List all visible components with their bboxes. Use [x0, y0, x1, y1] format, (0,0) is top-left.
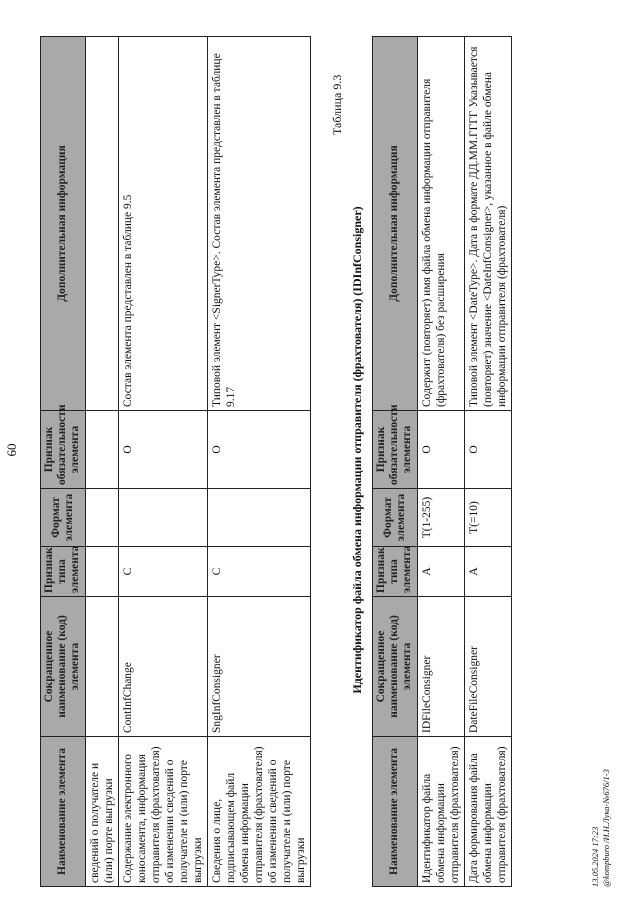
cell-format [118, 489, 207, 547]
table-number-label: Таблица 9.3 [330, 74, 344, 135]
table-header-row [373, 37, 418, 887]
cell-type: С [207, 547, 310, 597]
cell-required [85, 411, 118, 489]
table-caption: Идентификатор файла обмена информации отправителя (фрахтователя) (IDInfConsigner) [350, 206, 364, 694]
cell-format [85, 489, 118, 547]
cell-name: Дата формирования файла обмена информации отправителя (фрахтователя) [464, 737, 511, 887]
cell-required: О [417, 411, 464, 489]
cell-type: А [417, 547, 464, 597]
cell-info: Состав элемента представлен в таблице 9.5 [118, 37, 207, 411]
cell-format: Т(1-255) [417, 489, 464, 547]
col-header-format: Формат элемента [373, 489, 418, 547]
cell-code: ContInfChange [118, 597, 207, 737]
col-header-format: Формат элемента [41, 489, 86, 547]
table-header-row [41, 37, 86, 887]
cell-info: Типовой элемент <SignerType>. Состав элемента представлен в таблице 9.17 [207, 37, 310, 411]
cell-required: О [118, 411, 207, 489]
cell-type [85, 547, 118, 597]
cell-code: DateFileConsigner [464, 597, 511, 737]
stamp-datetime: 13.05.2024 17:23 [590, 826, 600, 887]
cell-info [85, 37, 118, 411]
col-header-code: Сокращенное наименование (код) элемента [373, 597, 418, 737]
print-stamp [590, 769, 611, 887]
col-header-required: Признак обязательности элемента [41, 411, 86, 489]
cell-name: сведений о получателе и (или) порте выгрузки [85, 737, 118, 887]
continuation-table [40, 36, 311, 887]
table-row [417, 37, 464, 887]
col-header-info: Дополнительная информация [41, 37, 86, 411]
cell-format [207, 489, 310, 547]
cell-required: О [207, 411, 310, 489]
cell-name: Сведения о лице, подписывающем файл обмена информации отправителя (фрахтователя) об изменении сведений о получателе и (или) порте выгрузки [207, 737, 310, 887]
cell-type: А [464, 547, 511, 597]
stamp-signature: @kompburo /И.Н.Лука-№676/1-3 [600, 769, 611, 887]
col-header-name: Наименование элемента [41, 737, 86, 887]
cell-name: Идентификатор файла обмена информации отправителя (фрахтователя) [417, 737, 464, 887]
cell-code: IDFileConsigner [417, 597, 464, 737]
col-header-required: Признак обязательности элемента [373, 411, 418, 489]
cell-type: С [118, 547, 207, 597]
page-number: 60 [4, 443, 19, 457]
table-row [118, 37, 207, 887]
col-header-type: Признак типа элемента [373, 547, 418, 597]
col-header-info: Дополнительная информация [373, 37, 418, 411]
id-inf-consigner-table [372, 36, 512, 887]
table-row [464, 37, 511, 887]
table-row [85, 37, 118, 887]
cell-info: Содержит (повторяет) имя файла обмена информации отправителя (фрахтователя) без расширения [417, 37, 464, 411]
cell-code: SngInfConsigner [207, 597, 310, 737]
cell-name: Содержание электронного коносамента, информация отправителя (фрахтователя) об изменении сведений о получателе и (или) порте выгрузки [118, 737, 207, 887]
cell-info: Типовой элемент <DateType>. Дата в формате ДД.ММ.ГГГГ Указывается (повторяет) значение <DateInfConsigner>, указанное в файле обмена информации отправителя (фрахтователя) [464, 37, 511, 411]
cell-format: Т(=10) [464, 489, 511, 547]
cell-code [85, 597, 118, 737]
col-header-code: Сокращенное наименование (код) элемента [41, 597, 86, 737]
table-row [207, 37, 310, 887]
cell-required: О [464, 411, 511, 489]
col-header-type: Признак типа элемента [41, 547, 86, 597]
col-header-name: Наименование элемента [373, 737, 418, 887]
